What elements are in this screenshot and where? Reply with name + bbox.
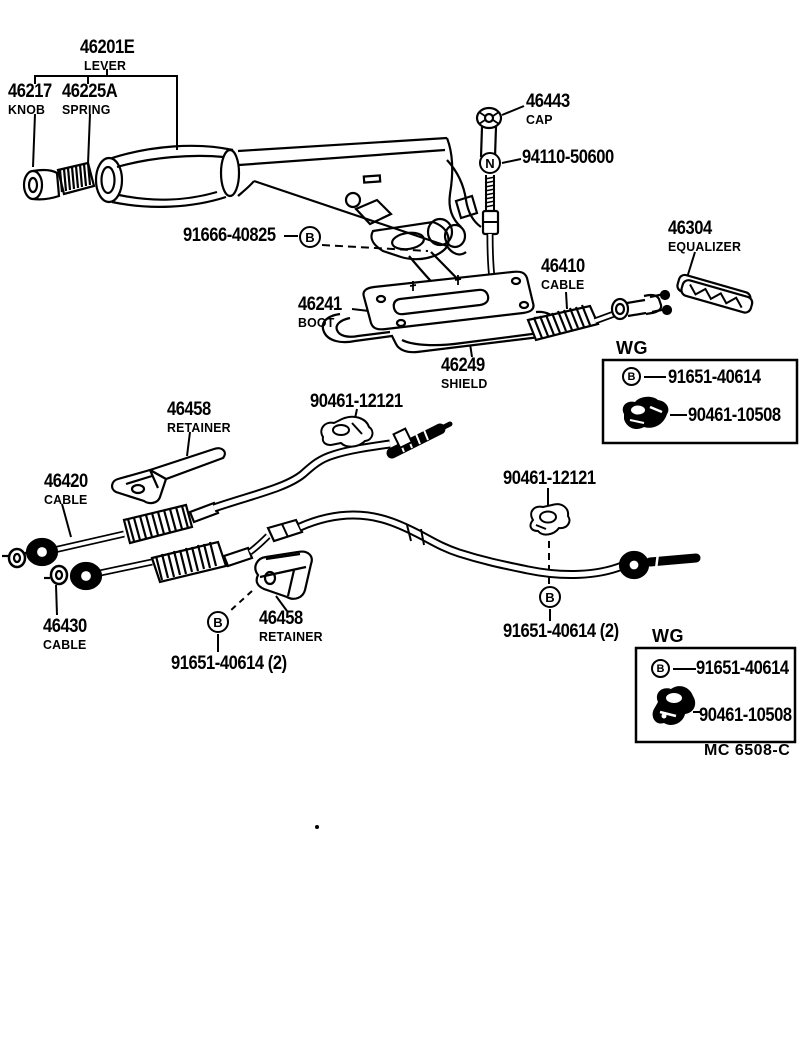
label-bolt-91651-left: 91651-40614 (2)	[171, 653, 287, 674]
bolt-marker-91651-right: B	[539, 586, 561, 608]
label-wg1-bolt: 91651-40614	[668, 367, 761, 388]
bolt-marker-wg2: B	[651, 659, 670, 678]
label-wg-1: WG	[616, 338, 648, 358]
clamp-upper-drawing	[321, 417, 372, 447]
label-cable-46410: 46410 CABLE	[541, 256, 585, 292]
label-spring: 46225A SPRING	[62, 81, 118, 117]
wg1-clamp-icon	[623, 397, 669, 429]
retainer-lower-drawing	[255, 552, 311, 599]
bolt-marker-wg1: B	[622, 367, 641, 386]
label-clamp-lower: 90461-12121	[503, 468, 596, 489]
label-clamp-upper: 90461-12121	[310, 391, 403, 412]
label-cap: 46443 CAP	[526, 91, 570, 127]
label-nut-94110: 94110-50600	[522, 147, 614, 168]
label-retainer-upper: 46458 RETAINER	[167, 399, 231, 435]
label-wg2-bolt: 91651-40614	[696, 658, 789, 679]
spring-drawing	[58, 163, 94, 194]
equalizer-drawing	[675, 274, 755, 314]
label-lever: 46201E LEVER	[80, 37, 135, 73]
label-wg1-clamp: 90461-10508	[688, 405, 781, 426]
label-cable-46420: 46420 CABLE	[44, 471, 88, 507]
label-cable-46430: 46430 CABLE	[43, 616, 87, 652]
label-shield: 46249 SHIELD	[441, 355, 488, 391]
label-wg-2: WG	[652, 626, 684, 646]
label-knob: 46217 KNOB	[8, 81, 52, 117]
label-footer-code: MC 6508-C	[704, 742, 791, 759]
retainer-upper-drawing	[112, 448, 225, 503]
label-bolt-91666: 91666-40825	[183, 225, 276, 246]
print-dot	[315, 825, 319, 829]
bolt-marker-91651-left: B	[207, 611, 229, 633]
label-wg2-clamp: 90461-10508	[699, 705, 792, 726]
label-bolt-91651-right: 91651-40614 (2)	[503, 621, 619, 642]
rear-cable-drawing	[528, 291, 671, 340]
knob-drawing	[24, 170, 59, 199]
bolt-marker-91666: B	[299, 226, 321, 248]
label-retainer-lower: 46458 RETAINER	[259, 608, 323, 644]
label-boot: 46241 BOOT	[298, 294, 342, 330]
clamp-lower-drawing	[531, 504, 570, 534]
wg2-clamp-icon	[653, 686, 696, 725]
nut-marker-94110: N	[479, 152, 501, 174]
label-equalizer: 46304 EQUALIZER	[668, 218, 742, 254]
